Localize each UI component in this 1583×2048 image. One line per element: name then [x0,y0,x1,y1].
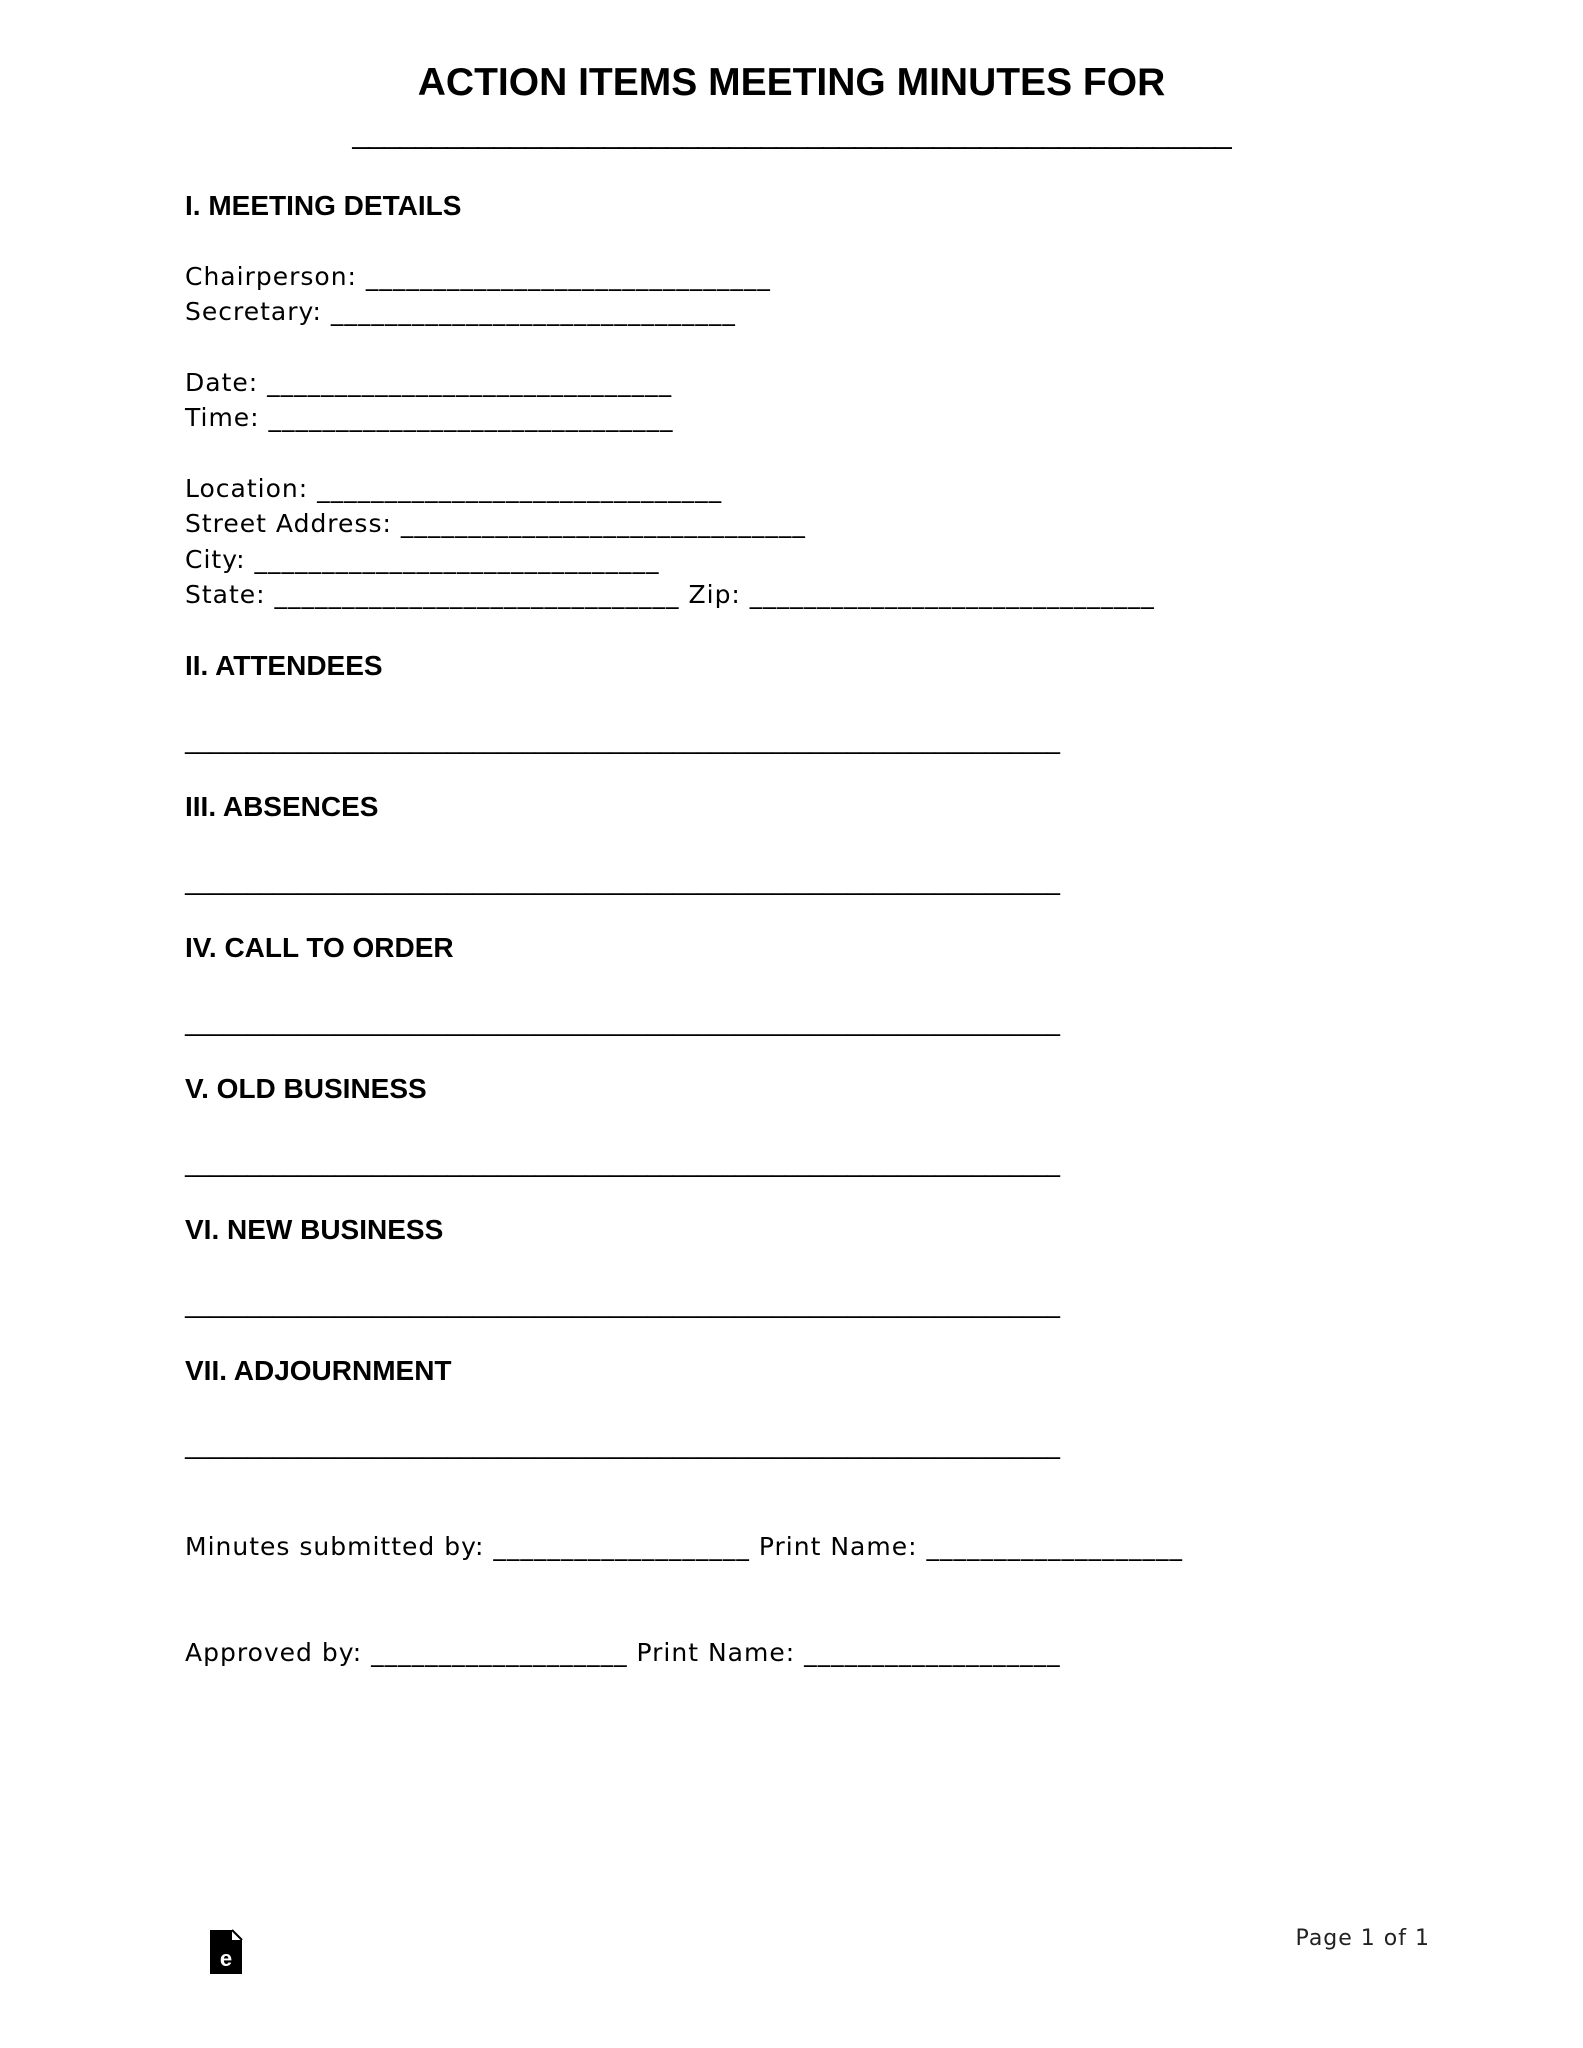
title-blank-line: ________________________________________________________ [352,117,1231,150]
adjournment-blank-line: ______________________________________________________________________ [185,1430,1060,1459]
street-address-field: Street Address: ______________________________ [185,509,806,538]
heading-attendees: II. ATTENDEES [185,650,383,681]
chairperson-field: Chairperson: ______________________________ [185,262,771,291]
state-zip-field: State: ______________________________ Zip: ______________________________ [185,580,1155,609]
heading-new-business: VI. NEW BUSINESS [185,1214,444,1245]
call-to-order-blank-line: ______________________________________________________________________ [185,1007,1060,1036]
document-title: ACTION ITEMS MEETING MINUTES FOR [417,61,1166,104]
city-field: City: ______________________________ [185,545,660,574]
svg-text:e: e [219,1946,233,1971]
heading-meeting-details: I. MEETING DETAILS [185,190,462,221]
minutes-submitted-by-field: Minutes submitted by: ___________________ Print Name: ___________________ [185,1532,1183,1561]
location-field: Location: ______________________________ [185,474,723,503]
heading-call-to-order: IV. CALL TO ORDER [185,932,454,963]
page-number: Page 1 of 1 [1295,1926,1430,1951]
old-business-blank-line: ______________________________________________________________________ [185,1148,1060,1177]
secretary-field: Secretary: ______________________________ [185,297,736,326]
date-field: Date: ______________________________ [185,368,673,397]
time-field: Time: ______________________________ [185,403,674,432]
approved-by-field: Approved by: ___________________ Print Name: ___________________ [185,1638,1061,1667]
document-e-icon [192,1910,233,1971]
heading-absences: III. ABSENCES [185,791,379,822]
new-business-blank-line: ______________________________________________________________________ [185,1289,1060,1318]
heading-adjournment: VII. ADJOURNMENT [185,1355,452,1386]
attendees-blank-line: ______________________________________________________________________ [185,725,1060,754]
absences-blank-line: ______________________________________________________________________ [185,866,1060,895]
heading-old-business: V. OLD BUSINESS [185,1073,427,1104]
